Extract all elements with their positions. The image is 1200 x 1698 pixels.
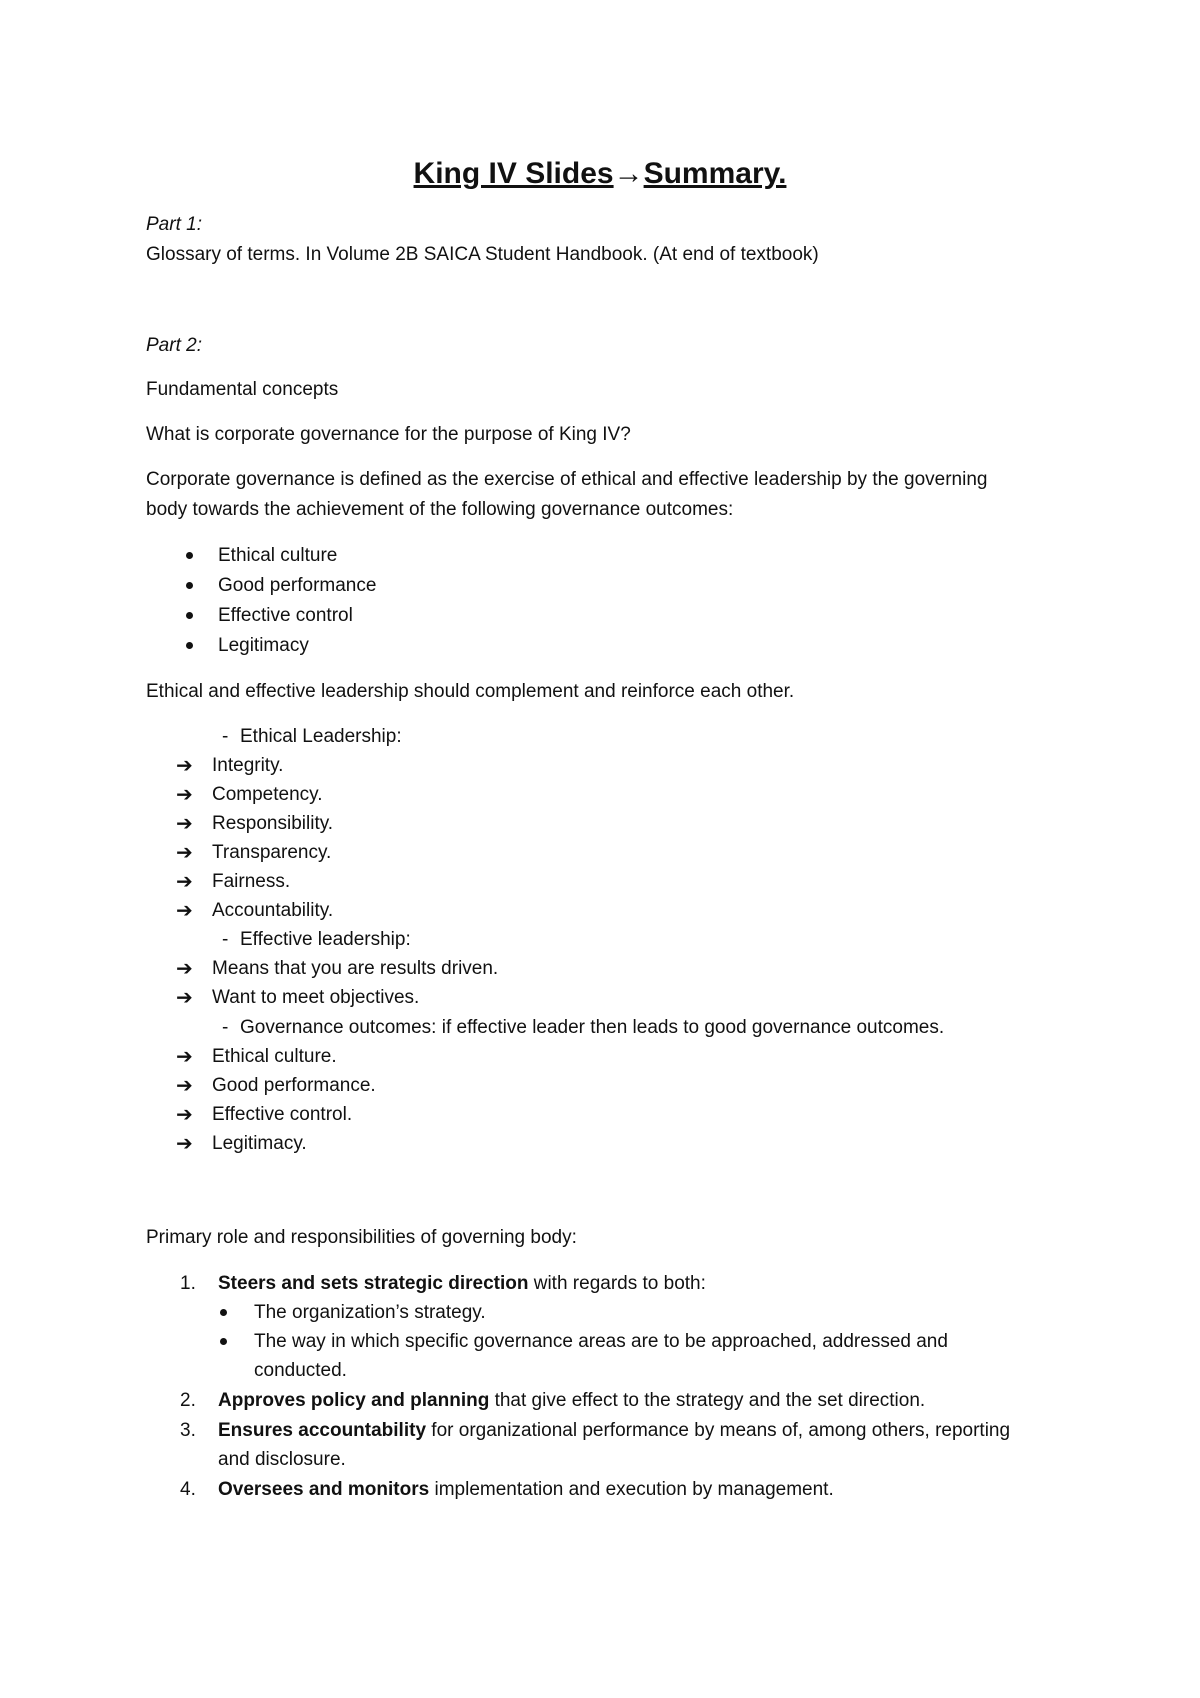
arrow-icon: ➔ [176,900,193,922]
arrow-icon: ➔ [176,755,193,777]
arrow-icon: ➔ [176,842,193,864]
part1-label: Part 1: [146,214,202,235]
bullet-icon [186,612,193,619]
dash-marker: - [222,929,229,950]
question-text: What is corporate governance for the purpose of King IV? [146,424,631,445]
arrow-icon: ➔ [176,987,193,1009]
bullet-icon [220,1309,227,1316]
arrow-icon: ➔ [176,1133,193,1155]
list-item: Accountability. [212,900,334,921]
list-item: Competency. [212,784,323,805]
list-item: Want to meet objectives. [212,987,420,1008]
title-arrow-icon: → [613,157,644,190]
role-item-1 [218,1272,706,1296]
title-part-a: King IV Slides [413,157,614,190]
list-item: Effective control [218,605,353,626]
list-item: Responsibility. [212,813,334,834]
list-item: Good performance [218,575,377,596]
title-part-b: Summary. [643,157,787,190]
role-bold: Ensures accountability [218,1420,427,1441]
list-item: Ethical culture [218,545,338,566]
list-item: Good performance. [212,1075,376,1096]
outcomes-heading: Governance outcomes: if effective leader then leads to good governance outcomes. [240,1017,945,1038]
part1-text: Glossary of terms. In Volume 2B SAICA Student Handbook. (At end of textbook) [146,244,819,265]
role-rest: that give effect to the strategy and the set direction. [489,1390,926,1411]
role-bold: Steers and sets strategic direction [218,1273,529,1294]
role-item-2 [218,1389,925,1413]
fundamental-heading: Fundamental concepts [146,379,339,400]
complement-text: Ethical and effective leadership should complement and reinforce each other. [146,681,795,702]
effective-heading: Effective leadership: [240,929,411,950]
ethical-heading: Ethical Leadership: [240,726,402,747]
arrow-icon: ➔ [176,1104,193,1126]
document-title [0,156,1200,192]
role-rest: for organizational performance by means of, among others, reporting [426,1420,1011,1441]
arrow-icon: ➔ [176,958,193,980]
arrow-icon: ➔ [176,1075,193,1097]
list-item: Fairness. [212,871,291,892]
bullet-icon [186,552,193,559]
list-item: Ethical culture. [212,1046,337,1067]
role-bold: Oversees and monitors [218,1479,430,1500]
list-number: 2. [180,1390,196,1411]
list-item: Legitimacy [218,635,309,656]
list-item: Legitimacy. [212,1133,307,1154]
role-item-3-continuation: and disclosure. [218,1449,346,1470]
list-item-continuation: conducted. [254,1360,347,1381]
dash-marker: - [222,726,229,747]
list-item: Integrity. [212,755,284,776]
role-item-4 [218,1478,834,1502]
list-item: Effective control. [212,1104,353,1125]
list-number: 1. [180,1273,196,1294]
arrow-icon: ➔ [176,1046,193,1068]
bullet-icon [186,582,193,589]
role-rest: with regards to both: [528,1273,706,1294]
role-bold: Approves policy and planning [218,1390,490,1411]
definition-line-2: body towards the achievement of the following governance outcomes: [146,499,734,520]
bullet-icon [220,1338,227,1345]
list-number: 4. [180,1479,196,1500]
list-item: Means that you are results driven. [212,958,499,979]
list-item: The way in which specific governance areas are to be approached, addressed and [254,1331,948,1352]
arrow-icon: ➔ [176,871,193,893]
role-item-3 [218,1419,1010,1443]
list-item: Transparency. [212,842,332,863]
role-rest: implementation and execution by management. [429,1479,834,1500]
dash-marker: - [222,1017,229,1038]
arrow-icon: ➔ [176,784,193,806]
list-item: The organization’s strategy. [254,1302,486,1323]
part2-label: Part 2: [146,335,202,356]
list-number: 3. [180,1420,196,1441]
definition-line-1: Corporate governance is defined as the exercise of ethical and effective leadership by the governing [146,469,988,490]
arrow-icon: ➔ [176,813,193,835]
bullet-icon [186,642,193,649]
roles-heading: Primary role and responsibilities of governing body: [146,1227,577,1248]
